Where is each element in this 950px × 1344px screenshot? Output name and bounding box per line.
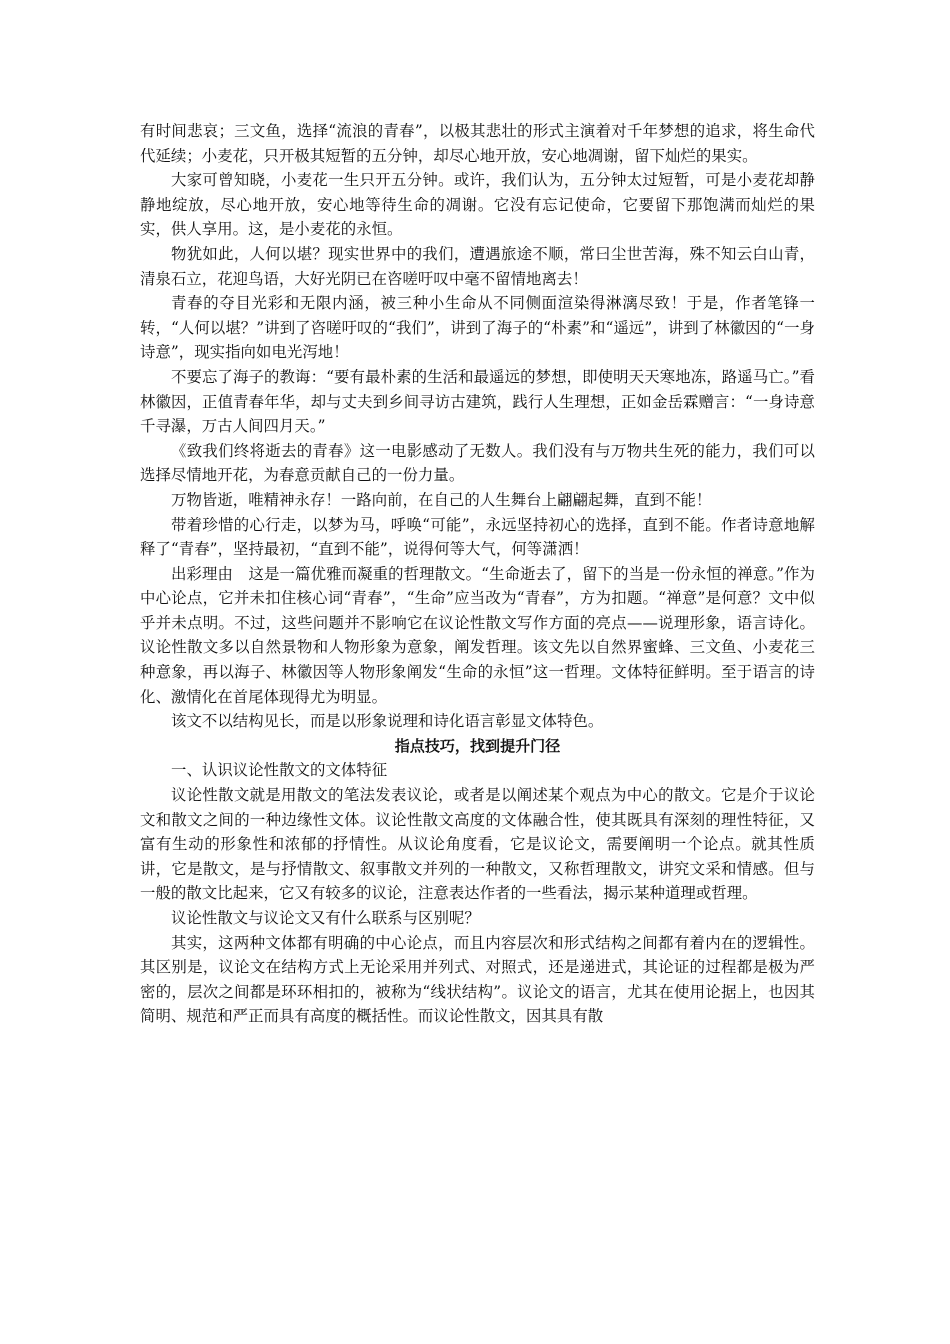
paragraph: 带着珍惜的心行走，以梦为马，呼唤“可能”，永远坚持初心的选择，直到不能。作者诗意地解释了“青春”，坚持最初，“直到不能”，说得何等大气，何等潇洒！ — [140, 515, 815, 559]
section-heading: 指点技巧，找到提升门径 — [394, 736, 561, 755]
paragraph: 万物皆逝，唯精神永存！一路向前，在自己的人生舞台上翩翩起舞，直到不能！ — [171, 490, 712, 509]
paragraph: 大家可曾知晓，小麦花一生只开五分钟。或许，我们认为，五分钟太过短暂，可是小麦花却静静地绽放，尽心地开放，安心地等待生命的凋谢。它没有忘记使命，它要留下那饱满而灿烂的果实，供人享用。这，是小麦花的永恒。 — [140, 171, 815, 239]
paragraph: 物犹如此，人何以堪？现实世界中的我们，遭遇旅途不顺，常曰尘世苦海，殊不知云白山青，清泉石立，花迎鸟语，大好光阴已在咨嗟吁叹中毫不留情地离去！ — [140, 244, 815, 288]
document-page — [140, 119, 815, 1029]
paragraph: 该文不以结构见长，而是以形象说理和诗化语言彰显文体特色。 — [171, 712, 604, 731]
paragraph: 有时间悲哀；三文鱼，选择“流浪的青春”，以极其悲壮的形式主演着对千年梦想的追求，将生命代代延续；小麦花，只开极其短暂的五分钟，却尽心地开放，安心地凋谢，留下灿烂的果实。 — [140, 122, 815, 165]
paragraph: 青春的夺目光彩和无限内涵，被三种小生命从不同侧面渲染得淋漓尽致！于是，作者笔锋一转，“人何以堪？”讲到了咨嗟吁叹的“我们”，讲到了海子的“朴素”和“遥远”，讲到了林徽因的“一身诗意”，现实指向如电光泻地！ — [140, 294, 815, 362]
subsection-title: 一、认识议论性散文的文体特征 — [171, 761, 388, 780]
paragraph: 议论性散文与议论文又有什么联系与区别呢？ — [171, 909, 480, 927]
paragraph: 不要忘了海子的教诲：“要有最朴素的生活和最遥远的梦想，即使明天天寒地冻，路遥马亡。”看林徽因，正值青春年华，却与丈夫到乡间寻访古建筑，践行人生理想，正如金岳霖赠言：“一身诗意千寻瀑，万古人间四月天。” — [140, 367, 815, 436]
paragraph: 《致我们终将逝去的青春》这一电影感动了无数人。我们没有与万物共生死的能力，我们可以选择尽情地开花，为春意贡献自己的一份力量。 — [140, 441, 815, 485]
paragraph: 议论性散文就是用散文的笔法发表议论，或者是以阐述某个观点为中心的散文。它是介于议论文和散文之间的一种边缘性文体。议论性散文高度的文体融合性，使其既具有深刻的理性特征，又富有生动的形象性和浓郁的抒情性。从议论角度看，它是议论文，需要阐明一个论点。就其性质讲，它是散文，是与抒情散文、叙事散文并列的一种散文，又称哲理散文，讲究文采和情感。但与一般的散文比起来，它又有较多的议论，注意表达作者的一些看法，揭示某种道理或哲理。 — [140, 786, 815, 903]
comment-paragraph: 出彩理由 这是一篇优雅而凝重的哲理散文。“生命逝去了，留下的当是一份永恒的禅意。”作为中心论点，它并未扣住核心词“青春”，“生命”应当改为“青春”，方为扣题。“禅意”是何意？文中似乎并未点明。不过，这些问题并不影响它在议论性散文写作方面的亮点——说理形象，语言诗化。议论性散文多以自然景物和人物形象为意象，阐发哲理。该文先以自然界蜜蜂、三文鱼、小麦花三种意象，再以海子、林徽因等人物形象阐发“生命的永恒”这一哲理。文体特征鲜明。至于语言的诗化、激情化在首尾体现得尤为明显。 — [140, 564, 815, 706]
paragraph: 其实，这两种文体都有明确的中心论点，而且内容层次和形式结构之间都有着内在的逻辑性。其区别是，议论文在结构方式上无论采用并列式、对照式，还是递进式，其论证的过程都是极为严密的，层次之间都是环环相扣的，被称为“线状结构”。议论文的语言，尤其在使用论据上，也因其简明、规范和严正而具有高度的概括性。而议论性散文，因其具有散 — [140, 933, 815, 1026]
